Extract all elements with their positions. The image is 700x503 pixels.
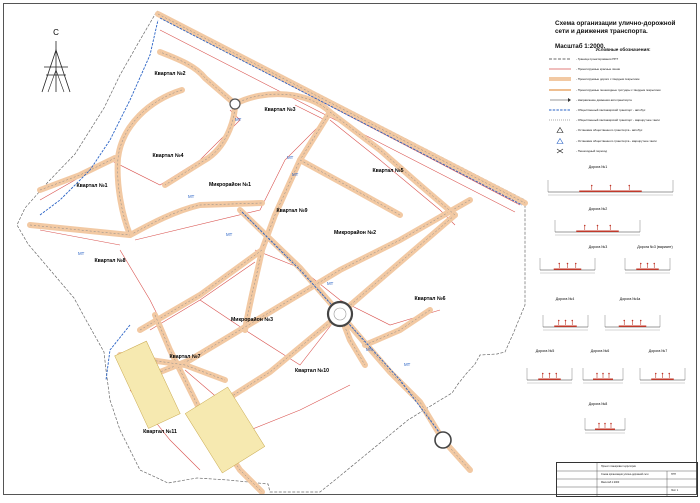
block-label: Квартал №2 bbox=[154, 71, 186, 77]
taxi-mark: МТ bbox=[366, 347, 373, 352]
legend-label: - Проектируемые красные линии bbox=[576, 67, 621, 72]
road-network bbox=[30, 14, 525, 492]
block-label: Квартал №7 bbox=[169, 354, 201, 360]
cross-section-title: Дорога №5 bbox=[535, 349, 555, 353]
legend-label: - Направление движения автотранспорта bbox=[576, 97, 632, 102]
block-label: Квартал №3 bbox=[264, 107, 296, 113]
legend-item bbox=[548, 95, 698, 105]
legend bbox=[548, 47, 698, 156]
legend-item bbox=[548, 136, 698, 146]
cross-section bbox=[583, 349, 623, 383]
block-label: Квартал №1 bbox=[76, 183, 108, 189]
block-label: Квартал №4 bbox=[152, 153, 184, 159]
cross-section bbox=[640, 349, 685, 383]
taxi-mark: МТ bbox=[287, 155, 294, 160]
cross-section bbox=[543, 297, 588, 330]
roundabout-north bbox=[230, 99, 240, 109]
red-line-9 bbox=[120, 250, 160, 320]
taxi-mark: МТ bbox=[292, 172, 299, 177]
cross-section bbox=[625, 245, 673, 273]
legend-label: - Граница проектирования ППТ bbox=[576, 57, 619, 62]
road-4 bbox=[165, 104, 235, 185]
roundabout-south bbox=[435, 432, 451, 448]
cross-section bbox=[555, 207, 640, 235]
stamp-text-4: ППТ bbox=[671, 473, 676, 476]
legend-symbol-busline bbox=[548, 107, 572, 113]
legend-item bbox=[548, 54, 698, 64]
title-line-1: Схема организации улично-дорожной bbox=[555, 20, 676, 27]
cross-section-title: Дорога №8 bbox=[588, 402, 608, 406]
legend-heading: Условные обозначения: bbox=[595, 47, 651, 52]
legend-label: - Проектируемые дороги с твердым покрытием bbox=[576, 77, 640, 82]
legend-item bbox=[548, 115, 698, 125]
legend-symbol-taxiline bbox=[548, 117, 572, 123]
cross-section-title: Дорога №2 bbox=[588, 207, 608, 211]
legend-item bbox=[548, 85, 698, 95]
legend-symbol-boundary bbox=[548, 56, 572, 62]
cross-section bbox=[548, 165, 673, 195]
legend-item bbox=[548, 105, 698, 115]
road-7 bbox=[245, 112, 330, 330]
legend-symbol-road bbox=[548, 76, 572, 82]
taxi-mark: МТ bbox=[404, 362, 411, 367]
title-stamp bbox=[556, 462, 698, 497]
legend-item bbox=[548, 64, 698, 74]
cross-section bbox=[605, 297, 660, 330]
legend-symbol-red bbox=[548, 66, 572, 72]
legend-symbol-taxistop bbox=[548, 138, 572, 144]
north-label: С bbox=[53, 28, 59, 37]
scale-label: Масштаб 1:2000. bbox=[555, 43, 606, 51]
legend-label: - Общественный пассажирский транспорт - маршрутное такси bbox=[576, 118, 660, 123]
legend-label: - Остановка общественного транспорта - маршрутное такси bbox=[576, 138, 657, 143]
legend-symbol-cross bbox=[548, 148, 572, 154]
cross-section-title: Дорога №3 (вариант) bbox=[637, 245, 673, 249]
block-label: Микрорайон №2 bbox=[333, 230, 377, 236]
cross-section bbox=[527, 349, 572, 383]
legend-item bbox=[548, 74, 698, 84]
block-label: Квартал №8 bbox=[94, 258, 126, 264]
legend-label: - Остановка общественного транспорта - автобус bbox=[576, 128, 643, 133]
block-label: Квартал №5 bbox=[372, 168, 404, 174]
title-block bbox=[555, 20, 695, 50]
legend-item bbox=[548, 125, 698, 135]
cross-section-title: Дорога №4 bbox=[555, 297, 575, 301]
road-18 bbox=[365, 310, 430, 345]
project-boundary bbox=[17, 11, 525, 492]
stamp-text-3: Масштаб 1:2000 bbox=[601, 481, 620, 484]
road-16 bbox=[330, 112, 455, 215]
cross-section bbox=[585, 402, 625, 433]
legend-symbol-busstop bbox=[548, 127, 572, 133]
taxi-mark: МТ bbox=[188, 194, 195, 199]
block-label: Квартал №6 bbox=[414, 296, 446, 302]
legend-symbol-walk bbox=[548, 87, 572, 93]
bus-route-1 bbox=[160, 18, 522, 205]
block-label: Квартал №9 bbox=[276, 208, 308, 214]
bus-routes bbox=[40, 18, 522, 440]
legend-label: - Общественный пассажирский транспорт - автобус bbox=[576, 108, 646, 113]
road-8 bbox=[240, 210, 470, 470]
block-label: Микрорайон №1 bbox=[208, 182, 252, 188]
legend-label: - Пешеходный переход bbox=[576, 148, 608, 153]
road-cross-sections bbox=[527, 165, 685, 433]
taxi-mark: МТ bbox=[235, 117, 242, 122]
block-label: Микрорайон №3 bbox=[230, 317, 274, 323]
title-line-2: сети и движения транспорта. bbox=[555, 27, 648, 35]
cross-section bbox=[540, 245, 607, 273]
legend-item bbox=[548, 146, 698, 156]
stamp-text-2: Схема организации улично-дорожной сети bbox=[601, 473, 649, 476]
legend-label: - Проектируемые пешеходные тротуары с твердым покрытием bbox=[576, 87, 661, 92]
cross-section-title: Дорога №1 bbox=[588, 165, 608, 169]
taxi-mark: МТ bbox=[78, 251, 85, 256]
legend-symbol-arrow bbox=[548, 97, 572, 103]
taxi-mark: МТ bbox=[327, 281, 334, 286]
stamp-text-1: Проект планировки территории bbox=[601, 465, 636, 468]
taxi-mark: МТ bbox=[226, 232, 233, 237]
north-arrow bbox=[42, 28, 70, 92]
cross-section-title: Дорога №6 bbox=[590, 349, 610, 353]
block-label: Квартал №11 bbox=[143, 429, 177, 435]
cross-section-title: Дорога №3 bbox=[588, 245, 608, 249]
block-label: Квартал №10 bbox=[295, 368, 329, 374]
cross-section-title: Дорога №4а bbox=[619, 297, 641, 301]
stamp-text-5: Лист 1 bbox=[671, 489, 679, 492]
road-6 bbox=[130, 203, 262, 235]
cross-section-title: Дорога №7 bbox=[648, 349, 668, 353]
